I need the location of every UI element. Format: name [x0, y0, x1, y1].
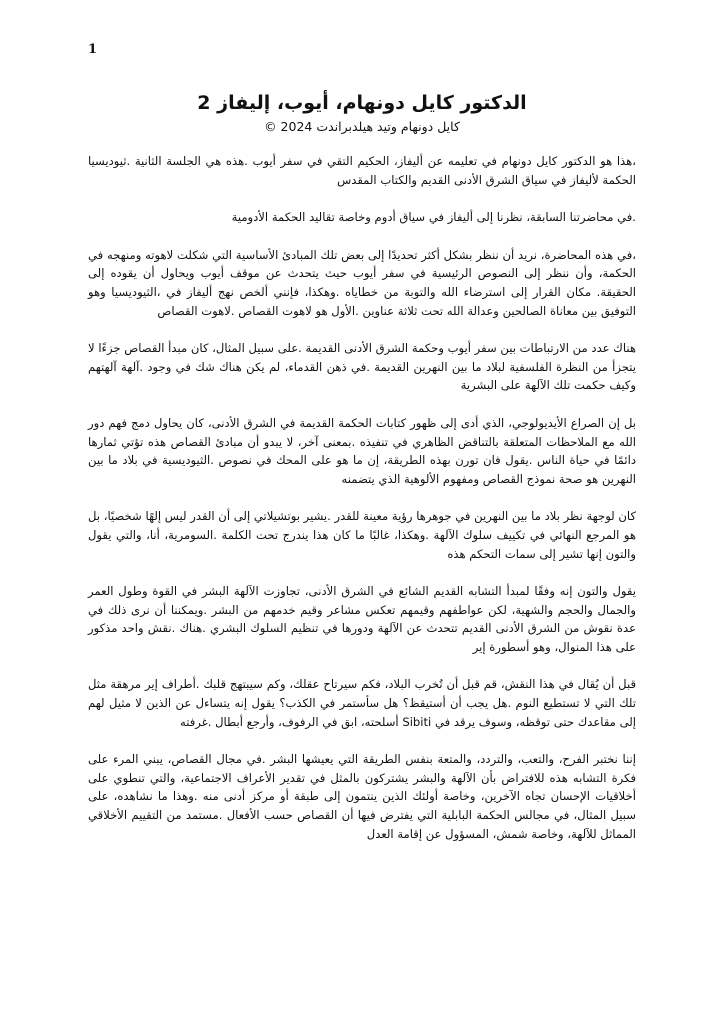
paragraph-3: ،في هذه المحاضرة، نريد أن ننظر بشكل أكثر تحديدًا إلى بعض تلك المبادئ الأساسية التي شكلت لاهوته ومنهجه في الحكمة، وأن ننظر إلى النصوص الرئيسية في سفر أيوب حيث يتحدث عن موقف أيوب ويحاول أن يقوده إلى الحقيقة. مكان القرار إلى استرضاء الله والتوبة من خطاياه .وهكذا، فإنني ألخص نهج أليفاز في ،الثيوديسيا وهو التوفيق بين معاناة الصالحين وعدالة الله تحت ثلاثة عناوين .الأول هو لاهوت القصاص .لاهوت القصاص	[88, 247, 636, 318]
paragraph-6: كان لوجهة نظر بلاد ما بين النهرين في جوهرها رؤية معينة للقدر .يشير بوتشيلاتي إلى أن القدر ليس إلهًا شخصيًا، بل هو المرجع النهائي في تكييف سلوك الآلهة .وهكذا، غالبًا ما كان هذا يندرج تحت الكلمة .السومرية، أنا، والتي يقول والتون إنها تشير إلى سمات التحكم هذه	[88, 509, 636, 561]
paragraph-2: .في محاضرتنا السابقة، نظرنا إلى أليفاز في سياق أدوم وخاصة تقاليد الحكمة الأدومية	[231, 210, 636, 225]
document-header	[100, 90, 624, 136]
paragraph-5: بل إن الصراع الأيديولوجي، الذي أدى إلى ظهور كتابات الحكمة القديمة في الشرق الأدنى، كان يحاول دمج فهم دور الله مع الملاحظات المتعلقة بالتناقض الظاهري في تنفيذه .بمعنى آخر، لا يبدو أن مبادئ القصاص هذه تؤتي ثمارها دائمًا في حياة الناس .يقول فان تورن بهذه الطريقة، إن ما هو على المحك في نصوص .الثيوديسية في بلاد ما بين النهرين هو صحة نموذج القصاص ومفهوم الألوهية الذي يتضمنه	[88, 415, 636, 486]
paragraph-1: ،هذا هو الدكتور كايل دونهام في تعليمه عن أليفاز، الحكيم التقي في سفر أيوب .هذه هي الجلسة الثانية .ثيوديسيا الحكمة لأليفاز في سياق الشرق الأدنى القديم والكتاب المقدس	[88, 154, 636, 187]
document-subtitle: كايل دونهام وتيد هيلدبراندت 2024 ©	[264, 119, 460, 134]
page-number: 1	[88, 42, 98, 57]
document-title: الدكتور كايل دونهام، أيوب، إليفاز 2	[197, 92, 527, 114]
paragraph-7: يقول والتون إنه وفقًا لمبدأ التشابه القديم الشائع في الشرق الأدنى، تجاوزت الآلهة البشر في القوة وطول العمر والجمال والحجم والشهية، لكن عواطفهم وقيمهم تعكس مشاعر وقيم خدمهم من البشر .ويمكننا أن نرى ذلك في عدة نقوش من الشرق الأدنى القديم تتحدث عن الآلهة ودورها في تنظيم السلوك البشري .هناك .نقش واحد مذكور على هذا المنوال، وهو أسطورة إير	[88, 584, 636, 654]
document-body	[88, 152, 636, 862]
paragraph-8: قبل أن يُقال في هذا النقش، قم قبل أن تُخرب البلاد، فكم سيرتاح عقلك، وكم سيبتهج قلبك .أطراف إير مرهقة مثل تلك التي لا تستطيع النوم .هل يجب أن أستيقظ؟ هل سأستمر في الكذب؟ يقول إنه يتساءل عن الذين لا مثيل لهم إلى مقاعدك حتى توقظه، وسوف يرقد في Sibiti أسلحته، ابق في الرفوف، وأرجع أبطال .غرفته	[88, 677, 636, 729]
paragraph-4: هناك عدد من الارتباطات بين سفر أيوب وحكمة الشرق الأدنى القديمة .على سبيل المثال، كان مبدأ القصاص جزءًا لا يتجزأ من النظرة الفلسفية لبلاد ما بين النهرين القديمة .في ذهن القدماء، لم يكن هناك شك في وجود .آلهة آلهتهم وكيف حكمت تلك الآلهة على البشرية	[88, 341, 636, 393]
paragraph-9: إننا نختبر الفرح، والتعب، والتردد، والمتعة بنفس الطريقة التي يعيشها البشر .في مجال القصاص، يبني المرء على فكرة التشابه هذه للافتراض بأن الآلهة والبشر يشتركون بالمثل في تقدير الأعراف الاجتماعية، والتي تنطوي على أخلاقيات الإحسان تجاه الآخرين، وخاصة أولئك الذين ينتمون إلى طبقة أو مركز أدنى منه .وهذا ما نشاهده، على سبيل المثال، في مجالس الحكمة البابلية التي يفترض فيها أن القصاص حسب الأفعال .مستمد من التقييم الأخلاقي المماثل للآلهة، وخاصة شمش، المسؤول عن إقامة العدل	[88, 752, 636, 841]
